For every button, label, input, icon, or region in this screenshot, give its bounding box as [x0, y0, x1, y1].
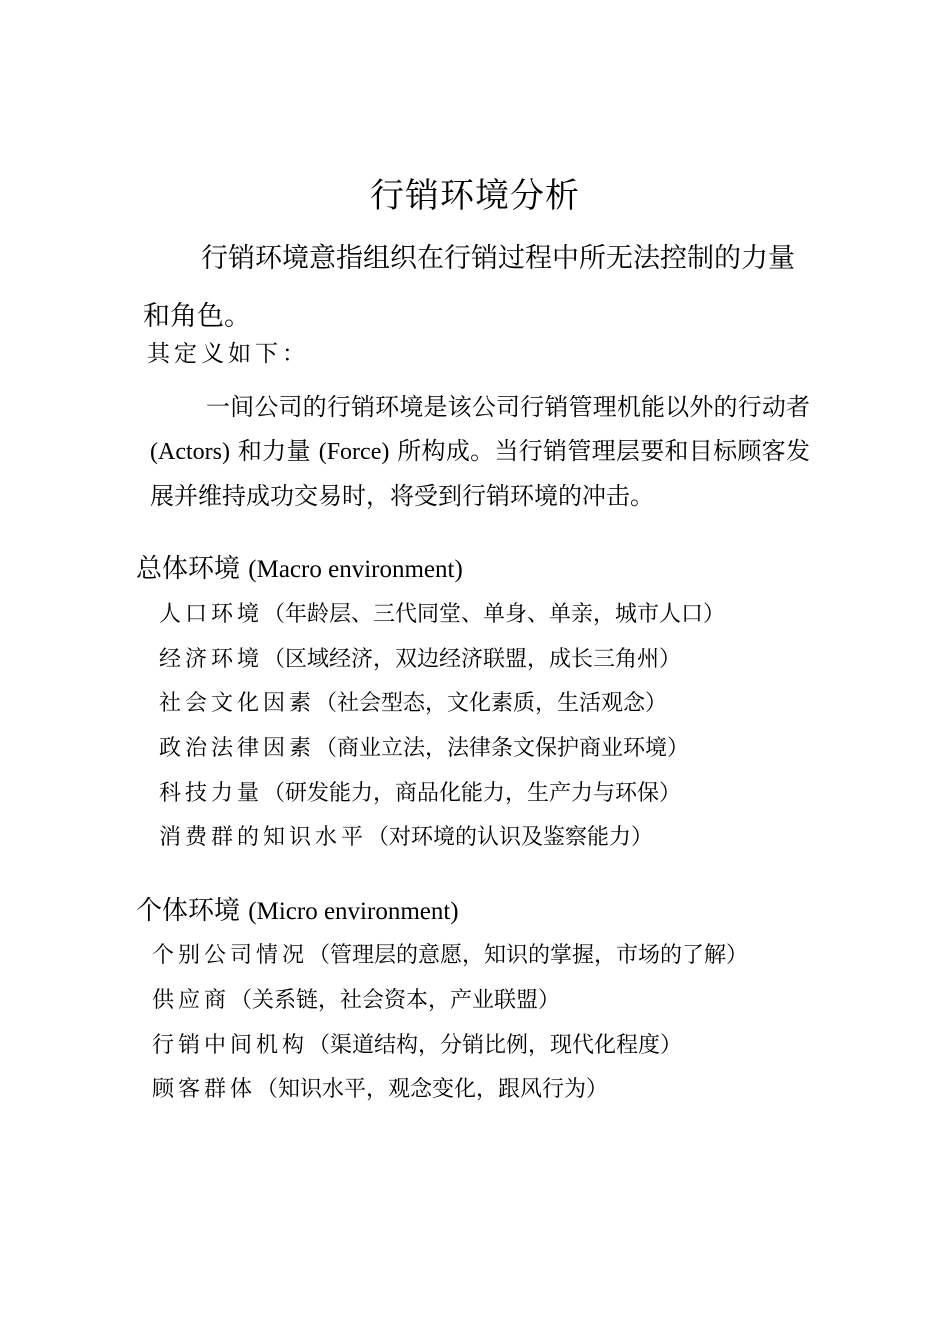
micro-heading-zh: 个体环境 — [136, 896, 241, 926]
definition-label: 其定义如下： — [147, 341, 309, 367]
micro-item-key: 供应商 — [152, 988, 231, 1013]
macro-item-key: 社会文化因素 — [159, 691, 316, 716]
micro-heading — [136, 890, 459, 927]
micro-heading-en: (Micro environment) — [248, 898, 459, 925]
micro-item-detail: （知识水平，观念变化，跟风行为） — [256, 1077, 609, 1102]
macro-heading-en: (Macro environment) — [248, 556, 463, 583]
micro-item-key: 行销中间机构 — [152, 1033, 309, 1058]
list-item — [152, 938, 748, 969]
page-title: 行销环境分析 — [370, 176, 580, 216]
micro-item-detail: （管理层的意愿，知识的掌握，市场的了解） — [308, 943, 749, 968]
micro-item-detail: （关系链，社会资本，产业联盟） — [230, 988, 561, 1013]
macro-heading-zh: 总体环境 — [136, 554, 241, 584]
definition-actors-term: (Actors) — [150, 439, 230, 465]
list-item — [159, 731, 689, 762]
micro-item-key: 个别公司情况 — [152, 943, 309, 968]
macro-item-key: 人口环境 — [159, 602, 264, 627]
macro-item-key: 经济环境 — [159, 647, 264, 672]
macro-item-detail: （区域经济，双边经济联盟，成长三角州） — [263, 647, 682, 672]
definition-text-1: 一间公司的行销环境是该公司行销管理机能以外的行动者 — [206, 393, 810, 421]
micro-item-detail: （渠道结构，分销比例，现代化程度） — [308, 1033, 683, 1058]
micro-item-key: 顾客群体 — [152, 1077, 257, 1102]
definition-text-3: 所构成。当行销管理层要和目标顾客发展并维持成功交易时，将受到行销环境的冲击。 — [150, 437, 810, 510]
macro-item-detail: （社会型态，文化素质，生活观念） — [315, 691, 668, 716]
macro-item-key: 政治法律因素 — [159, 736, 316, 761]
list-item — [159, 820, 653, 851]
macro-item-key: 科技力量 — [159, 781, 264, 806]
list-item — [159, 686, 667, 717]
list-item — [159, 597, 725, 628]
intro-paragraph: 行销环境意指组织在行销过程中所无法控制的力量和角色。 — [143, 243, 795, 332]
macro-item-detail: （年龄层、三代同堂、单身、单亲，城市人口） — [263, 602, 726, 627]
list-item — [159, 642, 681, 673]
definition-text-2: 和力量 — [229, 437, 319, 465]
macro-item-key: 消费群的知识水平 — [159, 825, 368, 850]
macro-heading — [136, 548, 463, 585]
macro-item-detail: （商业立法，法律条文保护商业环境） — [315, 736, 690, 761]
definition-force-term: (Force) — [318, 439, 390, 465]
definition-paragraph — [150, 385, 810, 518]
list-item — [152, 983, 560, 1014]
macro-item-detail: （对环境的认识及鉴察能力） — [367, 825, 654, 850]
list-item — [159, 776, 681, 807]
macro-item-detail: （研发能力，商品化能力，生产力与环保） — [263, 781, 682, 806]
list-item — [152, 1028, 682, 1059]
list-item — [152, 1072, 608, 1103]
